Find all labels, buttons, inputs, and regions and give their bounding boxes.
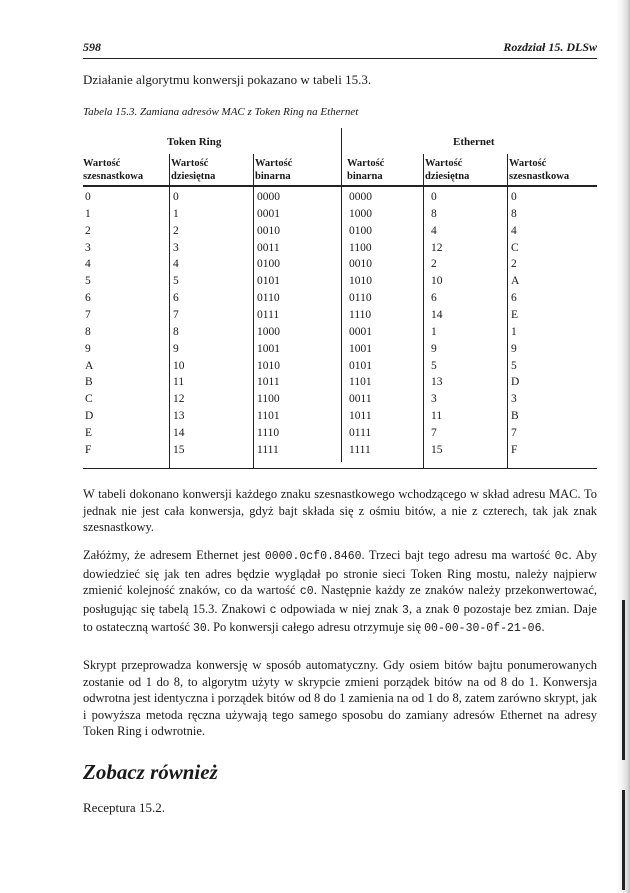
- table-cell: 0111: [257, 308, 280, 321]
- table-cell: 3: [173, 241, 179, 254]
- table-cell: 1001: [349, 342, 372, 355]
- table-cell: 13: [173, 410, 185, 423]
- table-cell: 8: [511, 207, 517, 220]
- chapter-title: Rozdział 15. DLSw: [503, 40, 597, 54]
- table-caption: Tabela 15.3. Zamiana adresów MAC z Token Ring na Ethernet: [83, 106, 359, 118]
- table-cell: 2: [85, 224, 91, 237]
- table-cell: 7: [511, 426, 517, 439]
- table-cell: 1: [85, 207, 91, 220]
- table-cell: 1000: [349, 207, 372, 220]
- table-cell: 7: [431, 426, 437, 439]
- table-cell: 7: [173, 308, 179, 321]
- section-heading: Zobacz również: [83, 760, 218, 784]
- column-separator: [169, 154, 170, 468]
- column-header: Wartość binarna: [347, 158, 385, 182]
- table-cell: 6: [173, 292, 179, 305]
- table-cell: 1101: [257, 410, 280, 423]
- paragraph-2: Załóżmy, że adresem Ethernet jest 0000.0cf0.8460. Trzeci bajt tego adresu ma wartość 0c. Aby dowiedzieć się jak ten adres będzie wyglądał po stronie sieci Token Ring mostu, należy najpierw zmienić kolejność znaków, co da wartość c0. Następnie każdy ze znaków należy przekonwertować, posługując się tabelą 15.3. Znakowi c odpowiada w niej znak 3, a znak 0 pozostaje bez zmian. Daje to ostateczną wartość 30. Po konwersji całego adresu otrzymuje się 00-00-30-0f-21-06.: [83, 548, 597, 635]
- table-cell: 5: [85, 275, 91, 288]
- table-cell: 1100: [349, 241, 372, 254]
- table-cell: 0000: [257, 191, 280, 203]
- paragraph-3: Skrypt przeprowadza konwersję w sposób automatyczny. Gdy osiem bitów bajtu ponumerowanych zostanie od 1 do 8, to algorytm użyty w skrypcie zmieni porządek bitów na od 8 do 1. Konwersja odwrotna jest identyczna i porządek bitów od 8 do 1 zamienia na od 1 do 8, zatem zarówno skrypt, jak i powyższa metoda ręczna używają tego samego sposobu do zamiany adresów Ethernet na adresy Token Ring i odwrotnie.: [83, 658, 597, 738]
- table-cell: 7: [85, 308, 91, 321]
- table-cell: 14: [173, 426, 185, 439]
- table-cell: 4: [173, 258, 179, 271]
- table-cell: C: [85, 393, 93, 406]
- table-cell: 10: [173, 359, 185, 372]
- conversion-table: [83, 128, 597, 470]
- table-cell: F: [85, 443, 92, 456]
- table-cell: 0: [511, 191, 517, 203]
- table-cell: 8: [431, 207, 437, 220]
- table-cell: 13: [431, 376, 443, 389]
- code-value: c: [269, 603, 277, 617]
- table-cell: 14: [431, 308, 443, 321]
- table-cell: 1011: [349, 410, 372, 423]
- table-cell: 1: [173, 207, 179, 220]
- table-cell: C: [511, 241, 519, 254]
- code-value: c0: [299, 585, 314, 598]
- table-cell: 0: [85, 191, 91, 203]
- intro-text: Działanie algorytmu konwersji pokazano w tabeli 15.3.: [83, 72, 372, 87]
- table-cell: 1: [431, 325, 437, 338]
- table-cell: 6: [431, 292, 437, 305]
- table-cell: 0: [173, 191, 179, 203]
- column-header: Wartość szesnastkowa: [83, 158, 144, 182]
- table-cell: 0110: [257, 292, 280, 305]
- table-cell: 0100: [349, 224, 372, 237]
- table-cell: 0001: [257, 207, 280, 220]
- column-header: Wartość binarna: [255, 158, 293, 182]
- table-cell: 1001: [257, 342, 280, 355]
- table-cell: 1010: [349, 275, 372, 288]
- running-header: [83, 40, 597, 59]
- column-separator: [253, 154, 254, 468]
- table-cell: 0001: [349, 325, 372, 338]
- header-rule: [83, 185, 597, 187]
- table-cell: 11: [431, 410, 443, 423]
- table-cell: D: [511, 376, 520, 389]
- see-also-text: Receptura 15.2.: [83, 800, 165, 815]
- table-cell: 6: [85, 292, 91, 305]
- code-value: 0c: [554, 550, 569, 563]
- table-cell: 3: [85, 241, 91, 254]
- table-cell: 0101: [257, 275, 280, 288]
- table-cell: 2: [431, 258, 437, 271]
- table-cell: 11: [173, 376, 185, 389]
- paragraph-1: W tabeli dokonano konwersji każdego znaku szesnastkowego wchodzącego w skład adresu MAC. To jednak nie jest cała konwersja, gdyż bajt składa się z ośmiu bitów, a nie z czterech, tak jak znak szesnastkowy.: [83, 487, 597, 534]
- code-address: 0000.0cf0.8460: [264, 550, 362, 563]
- table-cell: E: [85, 426, 93, 439]
- table-cell: 6: [511, 292, 517, 305]
- table-cell: 3: [431, 393, 437, 406]
- bottom-rule: [83, 468, 597, 469]
- table-cell: 1100: [257, 393, 280, 406]
- table-cell: 12: [431, 241, 443, 254]
- table-cell: 10: [431, 275, 443, 288]
- table-cell: F: [511, 443, 518, 456]
- column-separator: [423, 154, 424, 468]
- table-cell: 5: [511, 359, 517, 372]
- table-cell: B: [511, 410, 519, 423]
- table-cell: 2: [173, 224, 179, 237]
- table-cell: 1111: [257, 443, 279, 456]
- table-cell: 4: [85, 258, 91, 271]
- edge-mark: [622, 600, 625, 760]
- table-cell: 15: [173, 443, 185, 456]
- table-cell: 9: [173, 342, 179, 355]
- table-cell: E: [511, 308, 519, 321]
- table-cell: 1000: [257, 325, 280, 338]
- table-cell: 2: [511, 258, 517, 271]
- table-cell: 9: [511, 342, 517, 355]
- table-cell: 1101: [349, 376, 372, 389]
- table-cell: 12: [173, 393, 185, 406]
- table-cell: 9: [85, 342, 91, 355]
- table-cell: 15: [431, 443, 443, 456]
- table-cell: 4: [431, 224, 437, 237]
- table-cell: 0011: [349, 393, 372, 406]
- table-cell: 3: [511, 393, 517, 406]
- table-cell: 0000: [349, 191, 372, 203]
- code-value: 0: [452, 603, 460, 617]
- column-header: Wartość szesnastkowa: [509, 158, 570, 182]
- table-cell: 1: [511, 325, 517, 338]
- group-ethernet: Ethernet: [453, 136, 495, 148]
- group-divider: [341, 128, 342, 462]
- table-cell: 9: [431, 342, 437, 355]
- table-cell: 0010: [349, 258, 372, 271]
- table-cell: 1010: [257, 359, 280, 372]
- table-cell: 1111: [349, 443, 371, 456]
- table-cell: B: [85, 376, 93, 389]
- column-separator: [507, 154, 508, 468]
- group-token-ring: Token Ring: [167, 136, 222, 148]
- table-cell: 0110: [349, 292, 372, 305]
- column-header: Wartość dziesiętna: [425, 158, 470, 182]
- code-value: 30: [193, 622, 207, 635]
- table-cell: 8: [173, 325, 179, 338]
- table-cell: D: [85, 410, 94, 423]
- table-cell: 5: [431, 359, 437, 372]
- table-cell: 0111: [349, 426, 372, 439]
- table-cell: 0010: [257, 224, 280, 237]
- table-cell: A: [85, 359, 94, 372]
- table-cell: A: [511, 275, 520, 288]
- table-cell: 5: [173, 275, 179, 288]
- column-header: Wartość dziesiętna: [171, 158, 216, 182]
- table-cell: 0100: [257, 258, 280, 271]
- table-cell: 0011: [257, 241, 280, 254]
- table-cell: 0: [431, 191, 437, 203]
- table-cell: 8: [85, 325, 91, 338]
- edge-mark: [622, 790, 625, 890]
- code-converted-address: 00-00-30-0f-21-06: [424, 622, 542, 635]
- table-cell: 1011: [257, 376, 280, 389]
- page-edge-shadow: [616, 0, 630, 893]
- table-cell: 0101: [349, 359, 372, 372]
- code-value: 3: [402, 603, 409, 617]
- page-number: 598: [83, 40, 101, 54]
- table-cell: 4: [511, 224, 517, 237]
- table-cell: 1110: [257, 426, 280, 439]
- table-cell: 1110: [349, 308, 372, 321]
